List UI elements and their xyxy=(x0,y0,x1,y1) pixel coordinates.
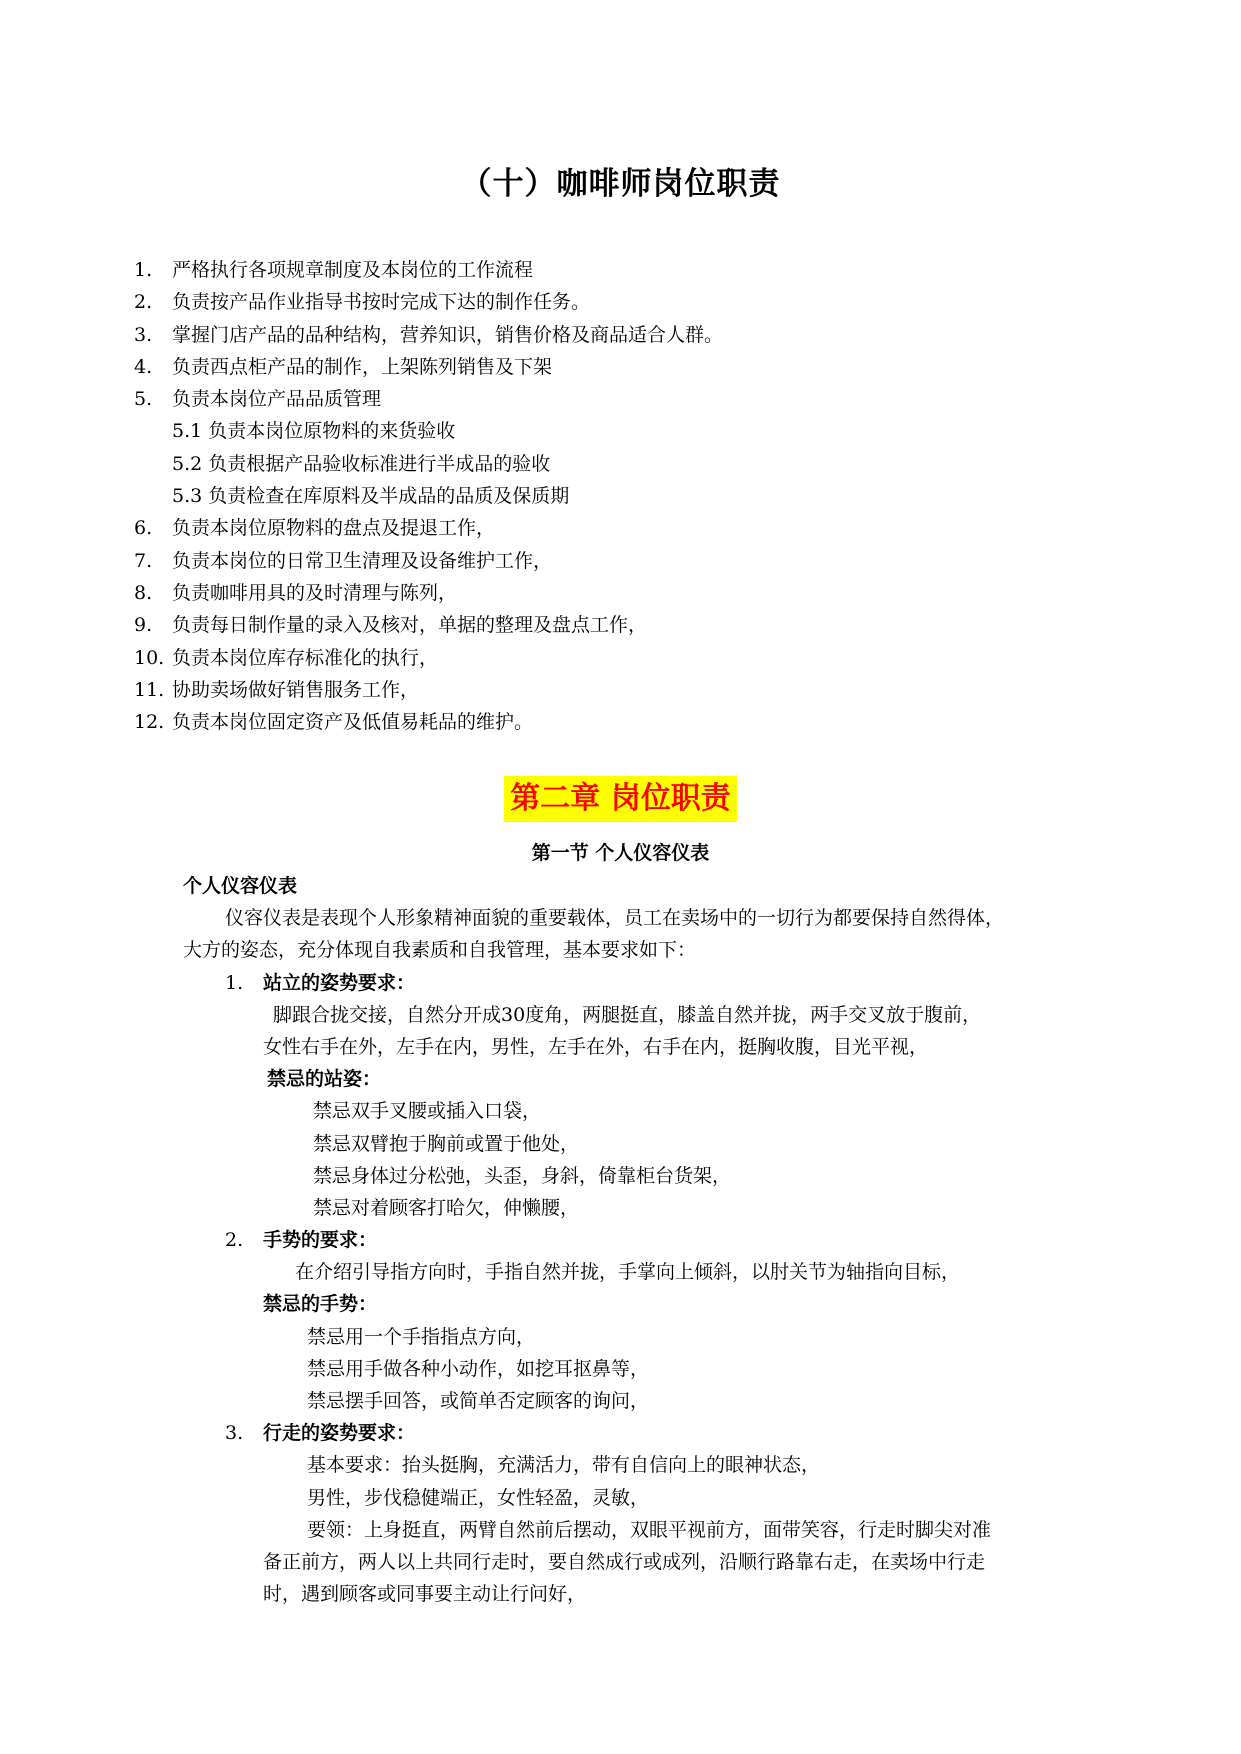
paragraph-line: 时，遇到顾客或同事要主动让行问好， xyxy=(263,1583,587,1606)
taboo-item: 禁忌身体过分松弛，头歪，身斜，倚靠柜台货架， xyxy=(313,1164,732,1187)
list-text: 负责按产品作业指导书按时完成下达的制作任务。 xyxy=(172,291,591,314)
subsection-number: 2. xyxy=(225,1229,244,1252)
taboo-item: 禁忌对着顾客打哈欠，伸懒腰， xyxy=(313,1196,580,1219)
paragraph-line xyxy=(183,1256,1113,1288)
list-item xyxy=(134,383,723,415)
list-number: 9. xyxy=(134,614,153,637)
list-item xyxy=(134,254,723,286)
list-item xyxy=(134,512,723,544)
chapter-heading-wrap xyxy=(0,776,1241,822)
taboo-item: 禁忌双手叉腰或插入口袋， xyxy=(313,1100,542,1123)
list-number: 11. xyxy=(134,678,165,701)
paragraph-line: 女性右手在外，左手在内，男性，左手在外，右手在内，挺胸收腹，目光平视， xyxy=(263,1035,929,1058)
page-title: （十）咖啡师岗位职责 xyxy=(460,166,781,202)
paragraph-text: 在介绍引导指方向时，手指自然并拢，手掌向上倾斜，以肘关节为轴指向目标， xyxy=(295,1261,961,1284)
list-number: 5. xyxy=(134,388,153,411)
subsection-title: 行走的姿势要求： xyxy=(263,1422,416,1445)
list-number: 2. xyxy=(134,291,153,314)
list-number: 8. xyxy=(134,581,153,604)
paragraph-line: 男性，步伐稳健端正，女性轻盈，灵敏， xyxy=(307,1486,650,1509)
content-heading: 个人仪容仪表 xyxy=(183,875,298,897)
list-item xyxy=(134,545,723,577)
duty-list xyxy=(134,254,723,738)
taboo-item: 禁忌双臂抱于胸前或置于他处， xyxy=(313,1132,580,1155)
list-text: 负责本岗位库存标准化的执行， xyxy=(172,646,439,669)
list-number: 4. xyxy=(134,355,153,378)
subsection-heading xyxy=(183,1224,1113,1256)
list-number: 6. xyxy=(134,517,153,540)
list-item xyxy=(134,706,723,738)
list-item xyxy=(134,319,723,351)
taboo-item: 禁忌用手做各种小动作，如挖耳抠鼻等， xyxy=(307,1357,650,1380)
list-text: 负责西点柜产品的制作，上架陈列销售及下架 xyxy=(172,355,553,378)
list-text: 负责本岗位固定资产及低值易耗品的维护。 xyxy=(172,711,534,734)
list-item xyxy=(134,674,723,706)
list-number: 10. xyxy=(134,646,165,669)
list-text: 负责本岗位原物料的盘点及提退工作， xyxy=(172,517,496,540)
taboo-heading: 禁忌的手势： xyxy=(263,1293,378,1316)
intro-line: 大方的姿态，充分体现自我素质和自我管理，基本要求如下： xyxy=(183,939,697,962)
paragraph-line: 基本要求：抬头挺胸，充满活力，带有自信向上的眼神状态， xyxy=(307,1454,821,1477)
list-number: 12. xyxy=(134,711,165,734)
list-text: 5.1 负责本岗位原物料的来货验收 xyxy=(172,420,456,443)
subsection-number: 3. xyxy=(225,1422,244,1445)
taboo-title: 禁忌的站姿： xyxy=(267,1068,382,1091)
list-item xyxy=(134,609,723,641)
list-text: 负责本岗位产品品质管理 xyxy=(172,388,382,411)
taboo-item: 禁忌用一个手指指点方向， xyxy=(307,1325,536,1348)
list-item xyxy=(134,642,723,674)
subsection-heading xyxy=(183,967,1113,999)
list-subitem xyxy=(134,415,723,447)
list-text: 负责每日制作量的录入及核对，单据的整理及盘点工作， xyxy=(172,614,648,637)
paragraph-line: 备正前方，两人以上共同行走时，要自然成行或成列，沿顺行路靠右走，在卖场中行走 xyxy=(263,1550,986,1573)
taboo-item: 禁忌摆手回答，或简单否定顾客的询问， xyxy=(307,1390,650,1412)
list-number: 7. xyxy=(134,549,153,572)
paragraph-line xyxy=(183,999,1113,1031)
list-text: 负责本岗位的日常卫生清理及设备维护工作， xyxy=(172,549,553,572)
list-item xyxy=(134,577,723,609)
paragraph-text: 脚跟合拢交接，自然分开成30度角，两腿挺直，膝盖自然并拢，两手交叉放于腹前， xyxy=(273,1003,982,1026)
list-text: 掌握门店产品的品种结构，营养知识，销售价格及商品适合人群。 xyxy=(172,323,724,346)
list-subitem xyxy=(134,480,723,512)
subsection-number: 1. xyxy=(225,971,244,994)
content-body xyxy=(183,870,1113,1610)
subsection-heading xyxy=(183,1417,1113,1449)
list-number: 1. xyxy=(134,259,153,281)
list-text: 协助卖场做好销售服务工作， xyxy=(172,678,420,701)
subsection-title: 手势的要求： xyxy=(263,1229,378,1252)
list-subitem xyxy=(134,448,723,480)
subsection-title: 站立的姿势要求： xyxy=(263,971,416,994)
list-text: 5.3 负责检查在库原料及半成品的品质及保质期 xyxy=(172,485,570,508)
list-number: 3. xyxy=(134,323,153,346)
list-item xyxy=(134,286,723,318)
chapter-heading: 第二章 岗位职责 xyxy=(504,776,736,822)
list-text: 严格执行各项规章制度及本岗位的工作流程 xyxy=(172,259,534,281)
taboo-heading xyxy=(183,1063,1113,1095)
section-heading: 第一节 个人仪容仪表 xyxy=(531,842,710,864)
list-text: 负责咖啡用具的及时清理与陈列， xyxy=(172,581,458,604)
intro-line: 仪容仪表是表现个人形象精神面貌的重要载体，员工在卖场中的一切行为都要保持自然得体， xyxy=(225,907,1005,930)
paragraph-line: 要领：上身挺直，两臂自然前后摆动，双眼平视前方，面带笑容，行走时脚尖对准 xyxy=(307,1518,992,1541)
list-item xyxy=(134,351,723,383)
list-text: 5.2 负责根据产品验收标准进行半成品的验收 xyxy=(172,452,551,475)
